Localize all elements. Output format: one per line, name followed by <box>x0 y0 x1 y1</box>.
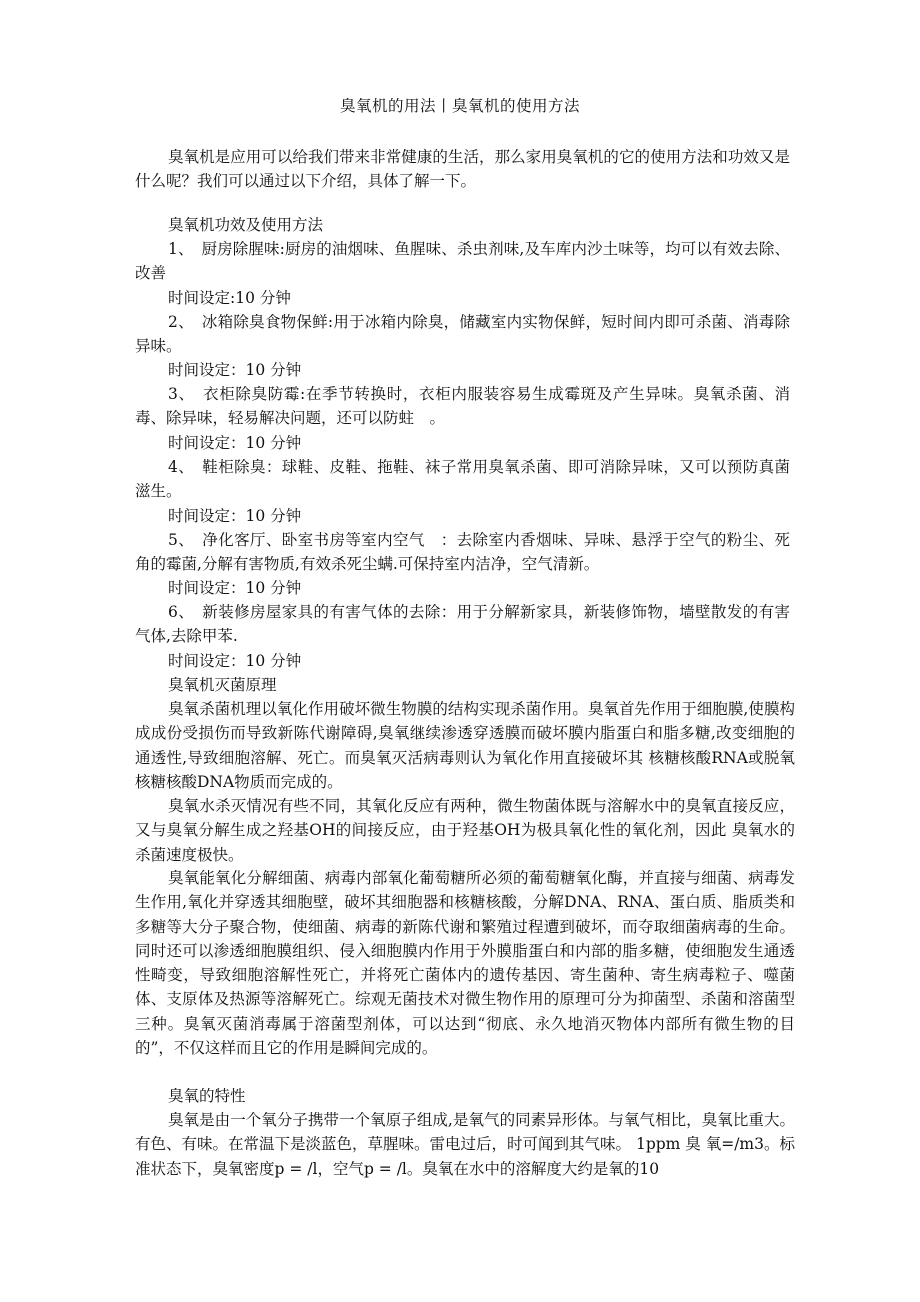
usage-item-3-time: 时间设定：10 分钟 <box>168 434 302 452</box>
usage-item-1: 1、 厨房除腥味:厨房的油烟味、鱼腥味、杀虫剂味,及车库内沙土味等，均可以有效去除、改善 <box>135 240 790 283</box>
usage-item-2: 2、 冰箱除臭食物保鲜:用于冰箱内除臭，储藏室内实物保鲜，短时间内即可杀菌、消毒除异味。 <box>135 313 790 356</box>
usage-item-5: 5、 净化客厅、卧室书房等室内空气 ：去除室内香烟味、异味、悬浮于空气的粉尘、死角的霉菌,分解有害物质,有效杀死尘螨.可保持室内洁净，空气清新。 <box>135 531 790 574</box>
principle-paragraph-2: 臭氧水杀灭情况有些不同，其氧化反应有两种，微生物菌体既与溶解水中的臭氧直接反应，又与臭氧分解生成之羟基OH的间接反应，由于羟基OH为极具氧化性的氧化剂，因此 臭氧水的杀菌速度极快。 <box>135 797 795 864</box>
usage-item-4-time: 时间设定：10 分钟 <box>168 507 302 525</box>
usage-item-6-time: 时间设定：10 分钟 <box>168 652 302 670</box>
usage-item-2-time: 时间设定：10 分钟 <box>168 361 302 379</box>
section-heading-properties: 臭氧的特性 <box>168 1087 246 1105</box>
properties-paragraph: 臭氧是由一个氧分子携带一个氧原子组成,是氧气的同素异形体。与氧气相比，臭氧比重大。有色、有味。在常温下是淡蓝色，草腥味。雷电过后，时可闻到其气味。 1ppm 臭 氧=/m3。标准状态下，臭氧密度p = /l，空气p = /l。臭氧在水中的溶解度大约是氧的10 <box>135 1111 795 1178</box>
usage-item-5-time: 时间设定：10 分钟 <box>168 579 302 597</box>
section-heading-usage: 臭氧机功效及使用方法 <box>168 216 324 234</box>
intro-paragraph: 臭氧机是应用可以给我们带来非常健康的生活，那么家用臭氧机的它的使用方法和功效又是什么呢？我们可以通过以下介绍，具体了解一下。 <box>135 148 790 191</box>
principle-paragraph-1: 臭氧杀菌机理以氧化作用破坏微生物膜的结构实现杀菌作用。臭氧首先作用于细胞膜,使膜构成成份受损伤而导致新陈代谢障碍,臭氧继续渗透穿透膜而破坏膜内脂蛋白和脂多糖,改变细胞的通透性,导致细胞溶解、死亡。而臭氧灭活病毒则认为氧化作用直接破坏其 核糖核酸RNA或脱氧核糖核酸DNA物质而完成的。 <box>135 700 795 791</box>
usage-item-6: 6、 新装修房屋家具的有害气体的去除：用于分解新家具，新装修饰物，墙壁散发的有害气体,去除甲苯. <box>135 603 790 646</box>
section-heading-principle: 臭氧机灭菌原理 <box>168 676 277 694</box>
usage-item-4: 4、 鞋柜除臭：球鞋、皮鞋、拖鞋、袜子常用臭氧杀菌、即可消除异味，又可以预防真菌滋生。 <box>135 458 790 501</box>
principle-paragraph-3: 臭氧能氧化分解细菌、病毒内部氧化葡萄糖所必须的葡萄糖氧化酶，并直接与细菌、病毒发生作用,氧化并穿透其细胞壁，破坏其细胞器和核糖核酸，分解DNA、RNA、蛋白质、脂质类和多糖等大分子聚合物，使细菌、病毒的新陈代谢和繁殖过程遭到破坏，而夺取细菌病毒的生命。同时还可以渗透细胞膜组织、侵入细胞膜内作用于外膜脂蛋白和内部的脂多糖，使细胞发生通透性畸变，导致细胞溶解性死亡，并将死亡菌体内的遗传基因、寄生菌种、寄生病毒粒子、噬菌体、支原体及热源等溶解死亡。综观无菌技术对微生物作用的原理可分为抑菌型、杀菌和溶菌型三种。臭氧灭菌消毒属于溶菌型剂体，可以达到“彻底、永久地消灭物体内部所有微生物的目的”，不仅这样而且它的作用是瞬间完成的。 <box>135 869 795 1058</box>
document-title: 臭氧机的用法丨臭氧机的使用方法 <box>339 97 580 115</box>
usage-item-3: 3、 衣柜除臭防霉:在季节转换时，衣柜内服装容易生成霉斑及产生异味。臭氧杀菌、消毒、除异味，轻易解决问题，还可以防蛀 。 <box>135 385 790 428</box>
usage-item-1-time: 时间设定:10 分钟 <box>168 289 291 307</box>
